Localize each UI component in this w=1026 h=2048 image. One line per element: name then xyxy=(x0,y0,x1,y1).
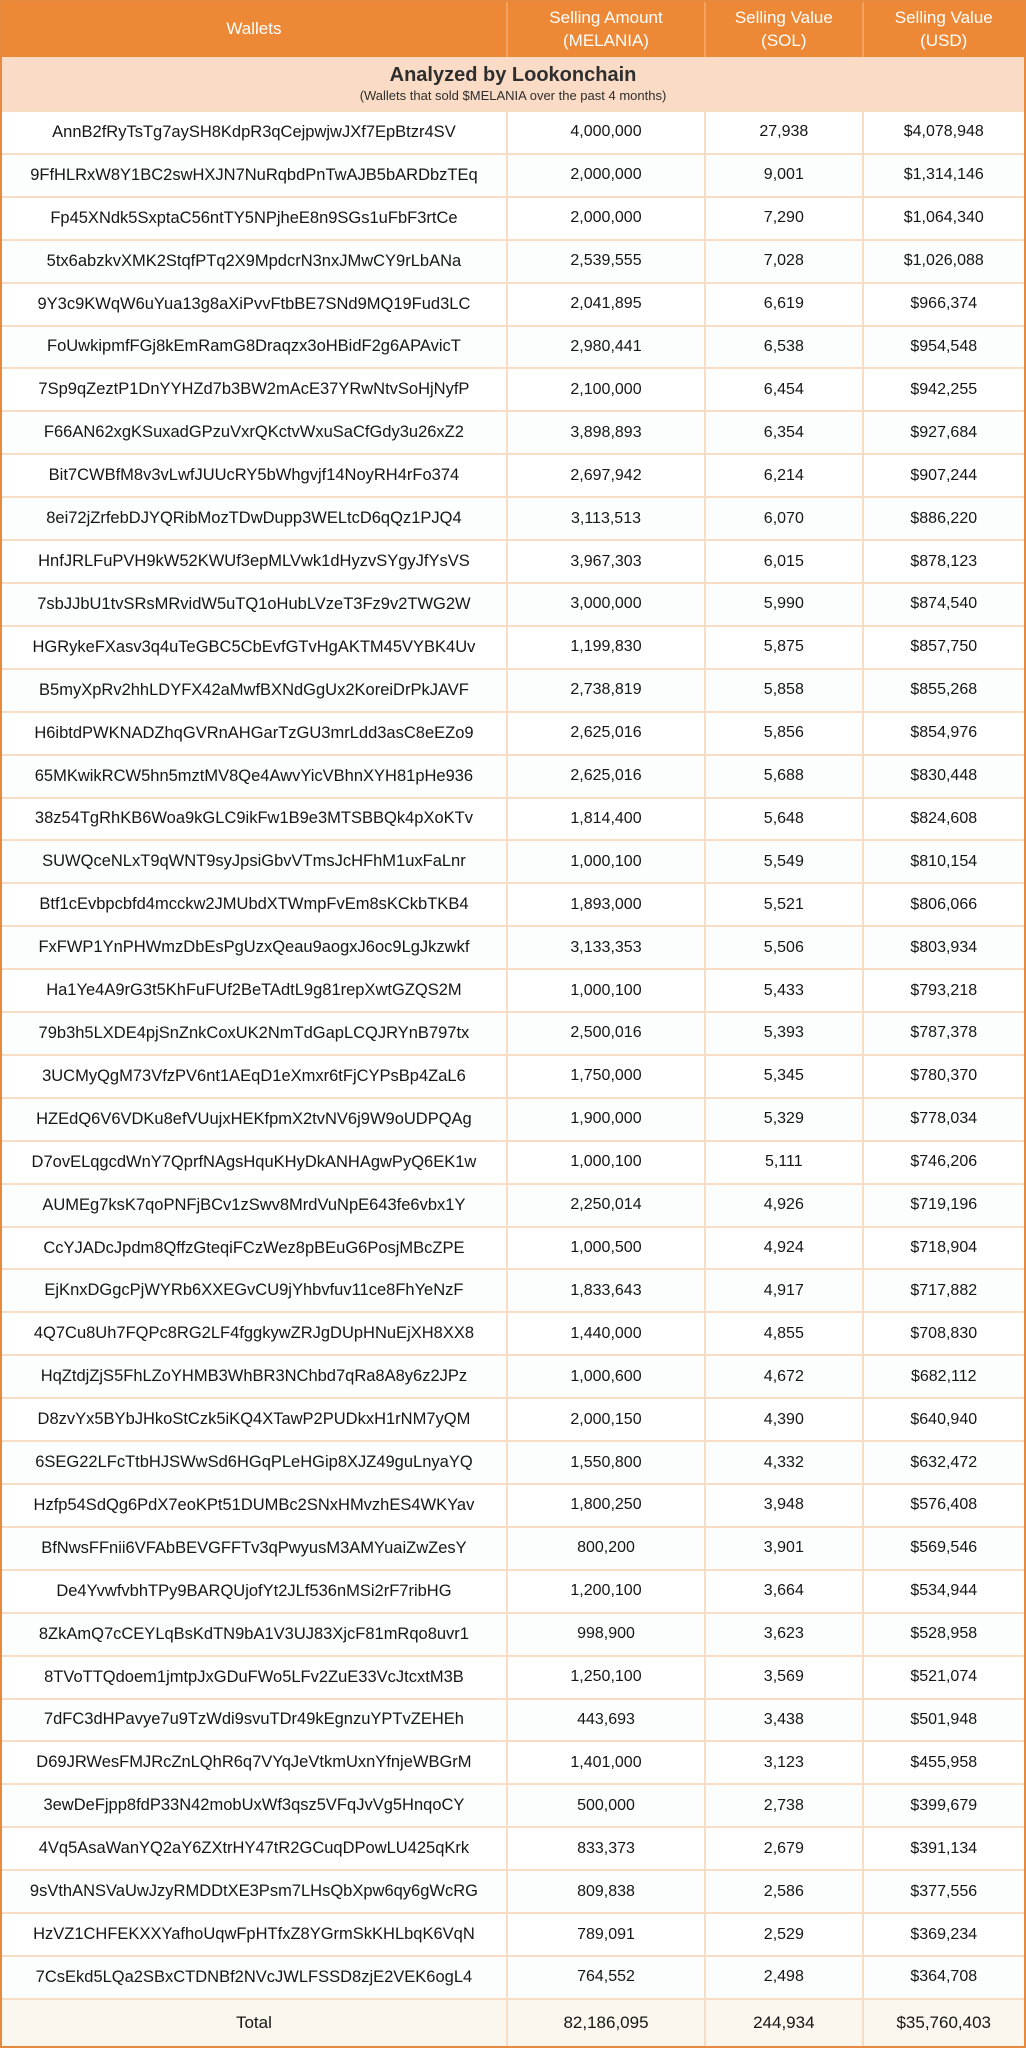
table-row xyxy=(2,1526,1024,1569)
wallet-address-cell: HzVZ1CHFEKXXYafhoUqwFpHTfxZ8YGrmSkKHLbqK6VqN xyxy=(2,1914,508,1955)
wallet-address-cell: 8TVoTTQdoem1jmtpJxGDuFWo5LFv2ZuE33VcJtcxtM3B xyxy=(2,1657,508,1698)
selling-amount-cell: 2,539,555 xyxy=(508,241,706,282)
selling-value-usd-cell: $501,948 xyxy=(864,1700,1024,1741)
selling-value-sol-cell: 6,070 xyxy=(706,498,863,539)
selling-value-usd-cell: $640,940 xyxy=(864,1399,1024,1440)
wallet-address-cell: 3UCMyQgM73VfzPV6nt1AEqD1eXmxr6tFjCYPsBp4ZaL6 xyxy=(2,1056,508,1097)
selling-value-sol-cell: 5,549 xyxy=(706,841,863,882)
selling-amount-cell: 1,550,800 xyxy=(508,1442,706,1483)
selling-value-usd-cell: $369,234 xyxy=(864,1914,1024,1955)
table-row xyxy=(2,925,1024,968)
selling-amount-cell: 800,200 xyxy=(508,1528,706,1569)
table-row xyxy=(2,1698,1024,1741)
selling-amount-cell: 764,552 xyxy=(508,1957,706,1998)
table-row xyxy=(2,1569,1024,1612)
selling-value-sol-cell: 2,586 xyxy=(706,1871,863,1912)
selling-amount-cell: 1,900,000 xyxy=(508,1099,706,1140)
selling-value-sol-cell: 4,855 xyxy=(706,1313,863,1354)
selling-value-sol-cell: 3,569 xyxy=(706,1657,863,1698)
wallet-address-cell: 4Q7Cu8Uh7FQPc8RG2LF4fggkywZRJgDUpHNuEjXH8XX8 xyxy=(2,1313,508,1354)
selling-value-usd-cell: $810,154 xyxy=(864,841,1024,882)
total-label: Total xyxy=(2,2000,508,2046)
wallet-address-cell: 3ewDeFjpp8fdP33N42mobUxWf3qsz5VFqJvVg5HnqoCY xyxy=(2,1785,508,1826)
wallet-address-cell: F66AN62xgKSuxadGPzuVxrQKctvWxuSaCfGdy3u26xZ2 xyxy=(2,412,508,453)
table-row xyxy=(2,1354,1024,1397)
table-row xyxy=(2,668,1024,711)
selling-amount-cell: 809,838 xyxy=(508,1871,706,1912)
table-row xyxy=(2,282,1024,325)
selling-amount-cell: 1,000,100 xyxy=(508,970,706,1011)
selling-value-sol-cell: 6,454 xyxy=(706,369,863,410)
selling-amount-cell: 1,833,643 xyxy=(508,1270,706,1311)
selling-value-sol-cell: 5,111 xyxy=(706,1142,863,1183)
selling-value-usd-cell: $780,370 xyxy=(864,1056,1024,1097)
selling-amount-cell: 1,800,250 xyxy=(508,1485,706,1526)
table-row xyxy=(2,1268,1024,1311)
selling-value-usd-cell: $377,556 xyxy=(864,1871,1024,1912)
selling-amount-cell: 1,250,100 xyxy=(508,1657,706,1698)
selling-value-usd-cell: $1,064,340 xyxy=(864,198,1024,239)
column-header-selling-value-usd xyxy=(864,2,1024,57)
column-header-wallets xyxy=(2,2,508,57)
selling-value-sol-cell: 5,856 xyxy=(706,713,863,754)
table-row xyxy=(2,754,1024,797)
selling-amount-cell: 2,000,150 xyxy=(508,1399,706,1440)
selling-value-sol-cell: 6,354 xyxy=(706,412,863,453)
table-row xyxy=(2,539,1024,582)
selling-value-usd-cell: $682,112 xyxy=(864,1356,1024,1397)
table-row xyxy=(2,1955,1024,1998)
selling-amount-cell: 3,113,513 xyxy=(508,498,706,539)
column-header-selling-value-sol xyxy=(706,2,863,57)
selling-value-sol-cell: 7,290 xyxy=(706,198,863,239)
selling-amount-cell: 2,980,441 xyxy=(508,327,706,368)
selling-amount-cell: 833,373 xyxy=(508,1828,706,1869)
selling-value-usd-cell: $399,679 xyxy=(864,1785,1024,1826)
selling-value-usd-cell: $1,314,146 xyxy=(864,155,1024,196)
selling-value-usd-cell: $824,608 xyxy=(864,799,1024,840)
table-row xyxy=(2,153,1024,196)
wallet-address-cell: D69JRWesFMJRcZnLQhR6q7VYqJeVtkmUxnYfnjeWBGrM xyxy=(2,1742,508,1783)
selling-value-sol-cell: 5,521 xyxy=(706,884,863,925)
selling-amount-cell: 1,000,600 xyxy=(508,1356,706,1397)
wallet-address-cell: FoUwkipmfFGj8kEmRamG8Draqzx3oHBidF2g6APAvicT xyxy=(2,327,508,368)
selling-amount-cell: 3,000,000 xyxy=(508,584,706,625)
wallet-address-cell: HnfJRLFuPVH9kW52KWUf3epMLVwk1dHyzvSYgyJfYsVS xyxy=(2,541,508,582)
selling-value-sol-cell: 3,901 xyxy=(706,1528,863,1569)
selling-value-sol-cell: 3,948 xyxy=(706,1485,863,1526)
selling-value-sol-cell: 5,433 xyxy=(706,970,863,1011)
wallet-address-cell: 5tx6abzkvXMK2StqfPTq2X9MpdcrN3nxJMwCY9rLbANa xyxy=(2,241,508,282)
selling-amount-cell: 1,199,830 xyxy=(508,627,706,668)
selling-value-usd-cell: $534,944 xyxy=(864,1571,1024,1612)
table-row xyxy=(2,582,1024,625)
table-row xyxy=(2,711,1024,754)
selling-value-sol-cell: 6,015 xyxy=(706,541,863,582)
selling-value-usd-cell: $455,958 xyxy=(864,1742,1024,1783)
selling-value-sol-cell: 5,648 xyxy=(706,799,863,840)
selling-value-usd-cell: $708,830 xyxy=(864,1313,1024,1354)
table-row xyxy=(2,625,1024,668)
selling-amount-cell: 1,000,100 xyxy=(508,841,706,882)
wallet-address-cell: CcYJADcJpdm8QffzGteqiFCzWez8pBEuG6PosjMBcZPE xyxy=(2,1228,508,1269)
selling-value-usd-cell: $886,220 xyxy=(864,498,1024,539)
table-row xyxy=(2,797,1024,840)
selling-amount-cell: 2,100,000 xyxy=(508,369,706,410)
wallet-address-cell: 65MKwikRCW5hn5mztMV8Qe4AwvYicVBhnXYH81pHe936 xyxy=(2,756,508,797)
selling-value-sol-cell: 5,345 xyxy=(706,1056,863,1097)
selling-value-usd-cell: $719,196 xyxy=(864,1185,1024,1226)
wallet-address-cell: HqZtdjZjS5FhLZoYHMB3WhBR3NChbd7qRa8A8y6z2JPz xyxy=(2,1356,508,1397)
table-row xyxy=(2,1140,1024,1183)
table-row xyxy=(2,1655,1024,1698)
table-row xyxy=(2,110,1024,153)
table-row xyxy=(2,1226,1024,1269)
wallet-address-cell: 9FfHLRxW8Y1BC2swHXJN7NuRqbdPnTwAJB5bARDbzTEq xyxy=(2,155,508,196)
table-row xyxy=(2,1311,1024,1354)
selling-value-sol-cell: 5,393 xyxy=(706,1013,863,1054)
selling-value-usd-cell: $830,448 xyxy=(864,756,1024,797)
wallet-address-cell: BfNwsFFnii6VFAbBEVGFFTv3qPwyusM3AMYuaiZwZesY xyxy=(2,1528,508,1569)
column-header-selling-amount xyxy=(508,2,706,57)
selling-value-sol-cell: 2,498 xyxy=(706,1957,863,1998)
selling-amount-cell: 1,000,100 xyxy=(508,1142,706,1183)
table-body xyxy=(2,110,1024,1998)
table-row xyxy=(2,239,1024,282)
selling-amount-cell: 2,250,014 xyxy=(508,1185,706,1226)
wallet-address-cell: 8ei72jZrfebDJYQRibMozTDwDupp3WELtcD6qQz1PJQ4 xyxy=(2,498,508,539)
selling-value-sol-cell: 3,664 xyxy=(706,1571,863,1612)
selling-value-sol-cell: 2,738 xyxy=(706,1785,863,1826)
wallet-address-cell: Fp45XNdk5SxptaC56ntTY5NPjheE8n9SGs1uFbF3rtCe xyxy=(2,198,508,239)
selling-value-usd-cell: $966,374 xyxy=(864,284,1024,325)
table-row xyxy=(2,1440,1024,1483)
selling-amount-cell: 2,041,895 xyxy=(508,284,706,325)
wallet-address-cell: Bit7CWBfM8v3vLwfJUUcRY5bWhgvjf14NoyRH4rFo374 xyxy=(2,455,508,496)
table-row xyxy=(2,1397,1024,1440)
selling-value-usd-cell: $746,206 xyxy=(864,1142,1024,1183)
table-row xyxy=(2,1912,1024,1955)
table-row xyxy=(2,1869,1024,1912)
selling-value-sol-cell: 7,028 xyxy=(706,241,863,282)
table-row xyxy=(2,1054,1024,1097)
selling-amount-cell: 789,091 xyxy=(508,1914,706,1955)
column-header-line2: (SOL) xyxy=(761,30,807,50)
selling-amount-cell: 500,000 xyxy=(508,1785,706,1826)
wallet-address-cell: 8ZkAmQ7cCEYLqBsKdTN9bA1V3UJ83XjcF81mRqo8uvr1 xyxy=(2,1614,508,1655)
wallet-address-cell: 6SEG22LFcTtbHJSWwSd6HGqPLeHGip8XJZ49guLnyaYQ xyxy=(2,1442,508,1483)
selling-amount-cell: 998,900 xyxy=(508,1614,706,1655)
selling-amount-cell: 3,967,303 xyxy=(508,541,706,582)
wallet-address-cell: 9sVthANSVaUwJzyRMDDtXE3Psm7LHsQbXpw6qy6gWcRG xyxy=(2,1871,508,1912)
selling-amount-cell: 1,401,000 xyxy=(508,1742,706,1783)
wallet-address-cell: 7dFC3dHPavye7u9TzWdi9svuTDr49kEgnzuYPTvZEHEh xyxy=(2,1700,508,1741)
table-row xyxy=(2,968,1024,1011)
table-row xyxy=(2,1183,1024,1226)
table-row xyxy=(2,453,1024,496)
selling-amount-cell: 2,625,016 xyxy=(508,756,706,797)
selling-value-usd-cell: $364,708 xyxy=(864,1957,1024,1998)
table-row xyxy=(2,410,1024,453)
banner-title: Analyzed by Lookonchain xyxy=(389,64,637,86)
wallet-address-cell: 7Sp9qZeztP1DnYYHZd7b3BW2mAcE37YRwNtvSoHjNyfP xyxy=(2,369,508,410)
selling-value-sol-cell: 6,538 xyxy=(706,327,863,368)
selling-value-usd-cell: $4,078,948 xyxy=(864,112,1024,153)
selling-value-sol-cell: 6,214 xyxy=(706,455,863,496)
wallet-address-cell: HGRykeFXasv3q4uTeGBC5CbEvfGTvHgAKTM45VYBK4Uv xyxy=(2,627,508,668)
total-row xyxy=(2,1998,1024,2046)
selling-value-usd-cell: $806,066 xyxy=(864,884,1024,925)
wallet-address-cell: Btf1cEvbpcbfd4mcckw2JMUbdXTWmpFvEm8sKCkbTKB4 xyxy=(2,884,508,925)
selling-amount-cell: 3,898,893 xyxy=(508,412,706,453)
banner-subtitle: (Wallets that sold $MELANIA over the past 4 months) xyxy=(359,88,667,103)
column-header-line1: Selling Value xyxy=(894,7,993,27)
total-amount: 82,186,095 xyxy=(508,2000,706,2046)
selling-value-usd-cell: $787,378 xyxy=(864,1013,1024,1054)
column-header-line1: Selling Value xyxy=(734,7,833,27)
wallet-address-cell: HZEdQ6V6VDKu8efVUujxHEKfpmX2tvNV6j9W9oUDPQAg xyxy=(2,1099,508,1140)
selling-amount-cell: 2,625,016 xyxy=(508,713,706,754)
selling-value-usd-cell: $803,934 xyxy=(864,927,1024,968)
table-row xyxy=(2,325,1024,368)
selling-amount-cell: 2,000,000 xyxy=(508,198,706,239)
selling-amount-cell: 1,000,500 xyxy=(508,1228,706,1269)
selling-value-usd-cell: $778,034 xyxy=(864,1099,1024,1140)
wallet-address-cell: EjKnxDGgcPjWYRb6XXEGvCU9jYhbvfuv11ce8FhYeNzF xyxy=(2,1270,508,1311)
selling-value-usd-cell: $718,904 xyxy=(864,1228,1024,1269)
selling-value-sol-cell: 3,623 xyxy=(706,1614,863,1655)
selling-value-usd-cell: $907,244 xyxy=(864,455,1024,496)
selling-amount-cell: 2,000,000 xyxy=(508,155,706,196)
column-header-line1: Selling Amount xyxy=(549,7,663,27)
selling-amount-cell: 2,697,942 xyxy=(508,455,706,496)
table-row xyxy=(2,1483,1024,1526)
selling-value-sol-cell: 3,123 xyxy=(706,1742,863,1783)
table-row xyxy=(2,367,1024,410)
selling-value-sol-cell: 5,858 xyxy=(706,670,863,711)
selling-value-sol-cell: 3,438 xyxy=(706,1700,863,1741)
selling-value-usd-cell: $576,408 xyxy=(864,1485,1024,1526)
wallet-address-cell: 7sbJJbU1tvSRsMRvidW5uTQ1oHubLVzeT3Fz9v2TWG2W xyxy=(2,584,508,625)
selling-value-usd-cell: $391,134 xyxy=(864,1828,1024,1869)
selling-value-sol-cell: 2,529 xyxy=(706,1914,863,1955)
selling-value-usd-cell: $927,684 xyxy=(864,412,1024,453)
wallet-address-cell: D7ovELqgcdWnY7QprfNAgsHquKHyDkANHAgwPyQ6EK1w xyxy=(2,1142,508,1183)
selling-value-sol-cell: 5,688 xyxy=(706,756,863,797)
table-row xyxy=(2,1826,1024,1869)
column-header-line1: Wallets xyxy=(226,19,282,39)
selling-value-sol-cell: 4,917 xyxy=(706,1270,863,1311)
wallet-address-cell: SUWQceNLxT9qWNT9syJpsiGbvVTmsJcHFhM1uxFaLnr xyxy=(2,841,508,882)
selling-value-sol-cell: 5,329 xyxy=(706,1099,863,1140)
selling-amount-cell: 1,440,000 xyxy=(508,1313,706,1354)
selling-value-usd-cell: $954,548 xyxy=(864,327,1024,368)
selling-amount-cell: 443,693 xyxy=(508,1700,706,1741)
selling-value-usd-cell: $878,123 xyxy=(864,541,1024,582)
selling-value-usd-cell: $521,074 xyxy=(864,1657,1024,1698)
table-row xyxy=(2,1740,1024,1783)
table-row xyxy=(2,496,1024,539)
selling-amount-cell: 1,750,000 xyxy=(508,1056,706,1097)
selling-value-usd-cell: $854,976 xyxy=(864,713,1024,754)
selling-value-usd-cell: $857,750 xyxy=(864,627,1024,668)
selling-value-usd-cell: $855,268 xyxy=(864,670,1024,711)
column-header-line2: (USD) xyxy=(920,30,968,50)
selling-value-sol-cell: 4,332 xyxy=(706,1442,863,1483)
wallet-address-cell: Hzfp54SdQg6PdX7eoKPt51DUMBc2SNxHMvzhES4WKYav xyxy=(2,1485,508,1526)
selling-value-sol-cell: 27,938 xyxy=(706,112,863,153)
wallet-address-cell: 79b3h5LXDE4pjSnZnkCoxUK2NmTdGapLCQJRYnB797tx xyxy=(2,1013,508,1054)
wallet-address-cell: AnnB2fRyTsTg7aySH8KdpR3qCejpwjwJXf7EpBtzr4SV xyxy=(2,112,508,153)
selling-amount-cell: 1,814,400 xyxy=(508,799,706,840)
selling-value-usd-cell: $942,255 xyxy=(864,369,1024,410)
wallet-address-cell: D8zvYx5BYbJHkoStCzk5iKQ4XTawP2PUDkxH1rNM7yQM xyxy=(2,1399,508,1440)
selling-value-usd-cell: $528,958 xyxy=(864,1614,1024,1655)
wallet-address-cell: 9Y3c9KWqW6uYua13g8aXiPvvFtbBE7SNd9MQ19Fud3LC xyxy=(2,284,508,325)
wallet-address-cell: FxFWP1YnPHWmzDbEsPgUzxQeau9aogxJ6oc9LgJkzwkf xyxy=(2,927,508,968)
selling-value-usd-cell: $874,540 xyxy=(864,584,1024,625)
selling-amount-cell: 3,133,353 xyxy=(508,927,706,968)
wallet-address-cell: 4Vq5AsaWanYQ2aY6ZXtrHY47tR2GCuqDPowLU425qKrk xyxy=(2,1828,508,1869)
wallet-address-cell: Ha1Ye4A9rG3t5KhFuFUf2BeTAdtL9g81repXwtGZQS2M xyxy=(2,970,508,1011)
selling-amount-cell: 2,738,819 xyxy=(508,670,706,711)
selling-amount-cell: 2,500,016 xyxy=(508,1013,706,1054)
selling-value-sol-cell: 4,924 xyxy=(706,1228,863,1269)
wallet-address-cell: AUMEg7ksK7qoPNFjBCv1zSwv8MrdVuNpE643fe6vbx1Y xyxy=(2,1185,508,1226)
table-row xyxy=(2,1097,1024,1140)
table-row xyxy=(2,882,1024,925)
table-row xyxy=(2,1011,1024,1054)
selling-value-usd-cell: $717,882 xyxy=(864,1270,1024,1311)
wallet-address-cell: De4YvwfvbhTPy9BARQUjofYt2JLf536nMSi2rF7ribHG xyxy=(2,1571,508,1612)
total-sol: 244,934 xyxy=(706,2000,863,2046)
table-row xyxy=(2,839,1024,882)
selling-value-sol-cell: 5,990 xyxy=(706,584,863,625)
selling-amount-cell: 1,893,000 xyxy=(508,884,706,925)
selling-value-sol-cell: 5,875 xyxy=(706,627,863,668)
selling-value-usd-cell: $569,546 xyxy=(864,1528,1024,1569)
wallet-address-cell: 7CsEkd5LQa2SBxCTDNBf2NVcJWLFSSD8zjE2VEK6ogL4 xyxy=(2,1957,508,1998)
wallet-address-cell: H6ibtdPWKNADZhqGVRnAHGarTzGU3mrLdd3asC8eEZo9 xyxy=(2,713,508,754)
wallet-address-cell: 38z54TgRhKB6Woa9kGLC9ikFw1B9e3MTSBBQk4pXoKTv xyxy=(2,799,508,840)
selling-value-sol-cell: 4,926 xyxy=(706,1185,863,1226)
selling-amount-cell: 1,200,100 xyxy=(508,1571,706,1612)
selling-amount-cell: 4,000,000 xyxy=(508,112,706,153)
table-row xyxy=(2,1783,1024,1826)
selling-value-sol-cell: 5,506 xyxy=(706,927,863,968)
selling-value-sol-cell: 2,679 xyxy=(706,1828,863,1869)
selling-value-sol-cell: 9,001 xyxy=(706,155,863,196)
selling-value-usd-cell: $632,472 xyxy=(864,1442,1024,1483)
selling-value-usd-cell: $1,026,088 xyxy=(864,241,1024,282)
selling-value-usd-cell: $793,218 xyxy=(864,970,1024,1011)
table-row xyxy=(2,1612,1024,1655)
selling-value-sol-cell: 4,672 xyxy=(706,1356,863,1397)
column-header-line2: (MELANIA) xyxy=(563,30,649,50)
selling-value-sol-cell: 6,619 xyxy=(706,284,863,325)
total-usd: $35,760,403 xyxy=(864,2000,1024,2046)
selling-value-sol-cell: 4,390 xyxy=(706,1399,863,1440)
wallet-address-cell: B5myXpRv2hhLDYFX42aMwfBXNdGgUx2KoreiDrPkJAVF xyxy=(2,670,508,711)
table-row xyxy=(2,196,1024,239)
analyzed-banner xyxy=(2,57,1024,110)
table-header xyxy=(2,2,1024,57)
